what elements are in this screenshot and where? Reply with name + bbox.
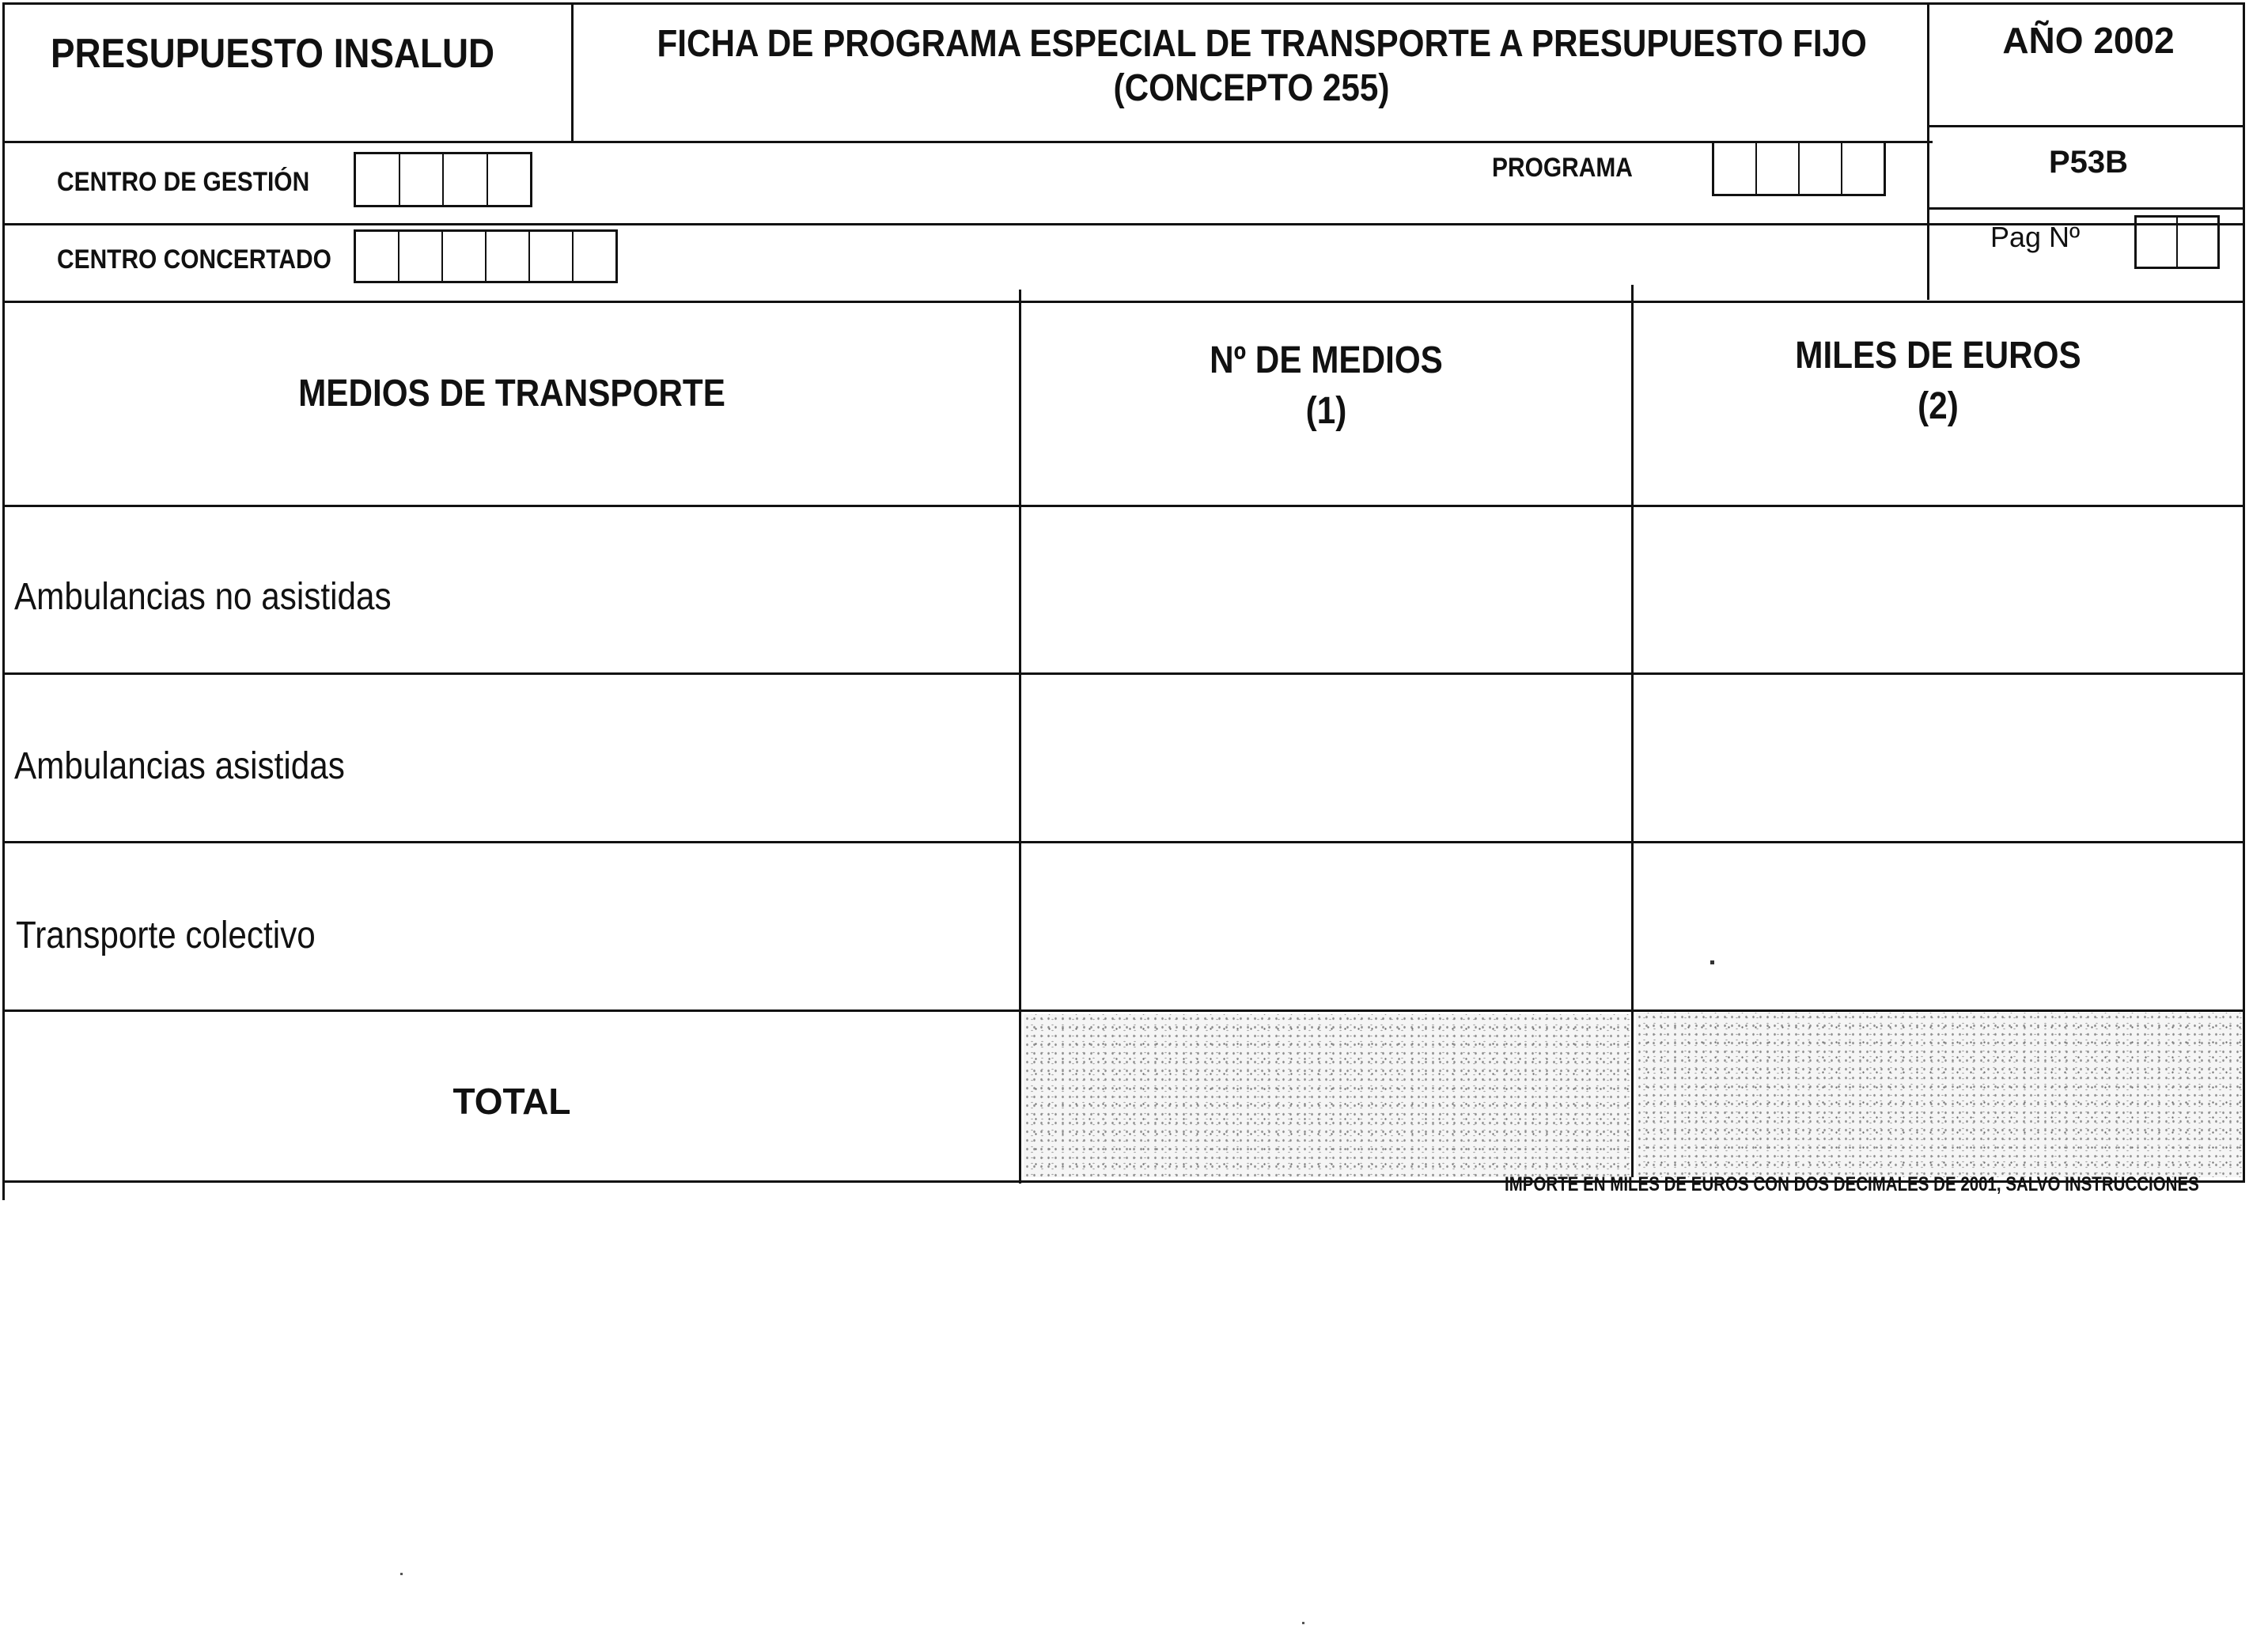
- row-label: Ambulancias no asistidas: [14, 576, 392, 618]
- footnote: IMPORTE EN MILES DE EUROS CON DOS DECIMALES DE 2001, SALVO INSTRUCCIONES: [1505, 1173, 2199, 1195]
- row-medios-cell[interactable]: [1021, 843, 1631, 1009]
- col-header-medios-transporte: [5, 372, 1019, 416]
- centro-gestion-input[interactable]: [354, 152, 532, 207]
- col-header-num-medios-line1: Nº DE MEDIOS: [1210, 339, 1443, 381]
- scan-speck: [1710, 960, 1714, 964]
- year-label: AÑO 2002: [2002, 20, 2175, 61]
- row-label: Ambulancias asistidas: [14, 745, 345, 787]
- centro-concertado-input[interactable]: [354, 229, 618, 283]
- scan-speck: [1302, 1622, 1304, 1624]
- page-number-input[interactable]: [2134, 215, 2220, 269]
- header-sep-1: [571, 2, 574, 142]
- programa-input[interactable]: [1712, 141, 1886, 196]
- header-sep-2: [1927, 2, 1929, 300]
- centro-concertado-label: CENTRO CONCERTADO: [57, 244, 331, 275]
- total-medios-shaded-cell: [1024, 1014, 1630, 1177]
- row-label: Transporte colectivo: [16, 915, 316, 956]
- fields-bottom: [2, 301, 2245, 303]
- border-top: [2, 2, 2245, 5]
- org-title: PRESUPUESTO INSALUD: [51, 31, 495, 77]
- row-euros-cell[interactable]: [1634, 675, 2243, 841]
- form-title-line2: (CONCEPTO 255): [1113, 67, 1390, 109]
- header-divider-right: [1927, 125, 2245, 127]
- row-euros-cell[interactable]: [1634, 843, 2243, 1009]
- col-header-miles-euros: [1634, 331, 2243, 432]
- col-header-miles-euros-line1: MILES DE EUROS: [1795, 335, 2081, 377]
- header-divider: [2, 141, 1933, 143]
- col-header-miles-euros-line2: (2): [1918, 385, 1959, 427]
- row-medios-cell[interactable]: [1021, 675, 1631, 841]
- row-sep-3: [2, 1009, 2245, 1012]
- program-code: P53B: [2048, 145, 2129, 180]
- form-title-line1: FICHA DE PROGRAMA ESPECIAL DE TRANSPORTE A PRESUPUESTO FIJO: [657, 23, 1867, 65]
- scan-speck: [400, 1573, 403, 1575]
- form-title: [576, 22, 1927, 111]
- fields-divider: [2, 223, 2245, 225]
- total-euros-shaded-cell: [1636, 1013, 2242, 1177]
- total-label: TOTAL: [452, 1081, 571, 1122]
- row-euros-cell[interactable]: [1634, 507, 2243, 672]
- row-medios-cell[interactable]: [1021, 507, 1631, 672]
- centro-gestion-label: CENTRO DE GESTIÓN: [57, 167, 310, 197]
- col-header-medios-transporte-line1: MEDIOS DE TRANSPORTE: [298, 373, 725, 415]
- col-header-num-medios: [1021, 335, 1631, 437]
- fields-divider-right: [1927, 207, 2245, 210]
- col-header-num-medios-line2: (1): [1305, 390, 1347, 432]
- page-number-label: Pag Nº: [1990, 221, 2081, 253]
- border-left: [2, 2, 5, 1200]
- programa-label: PROGRAMA: [1492, 153, 1633, 183]
